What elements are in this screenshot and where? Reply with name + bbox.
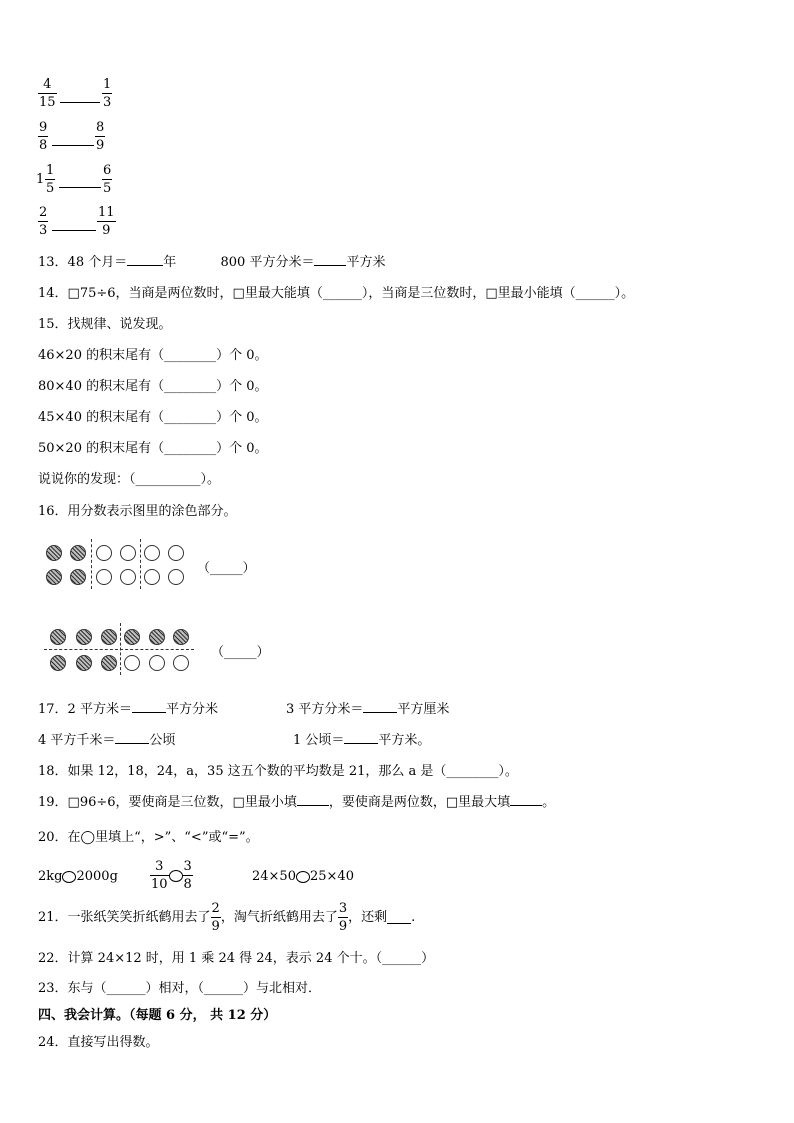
- empty-circle: [173, 655, 189, 671]
- answer-blank[interactable]: [510, 793, 542, 806]
- compare-oval[interactable]: [169, 870, 183, 882]
- shaded-circle: [76, 655, 92, 671]
- question-17-row-2: 4 平方千米＝ 公顷: [38, 733, 176, 748]
- question-15-line: 80×40 的积末尾有（________）个 0。: [38, 379, 268, 394]
- empty-circle: [120, 545, 136, 561]
- question-17-row-1b: 3 平方分米＝ 平方厘米: [286, 702, 450, 717]
- empty-circle: [96, 569, 112, 585]
- question-19: 19．□96÷6，要使商是三位数，□里最小填 ，要使商是两位数，□里最大填 。: [38, 795, 556, 810]
- fraction: $\frac{11}{9}$: [98, 205, 115, 238]
- empty-circle: [168, 569, 184, 585]
- question-20-item-3: 24×50 25×40: [252, 869, 354, 884]
- question-17-row-1: 17．2 平方米＝ 平方分米: [38, 702, 218, 717]
- shaded-circle: [50, 629, 66, 645]
- question-16-answer-2[interactable]: （_____）: [211, 645, 270, 660]
- shaded-circle: [76, 629, 92, 645]
- shaded-circle: [124, 629, 140, 645]
- shaded-circle: [101, 655, 117, 671]
- fraction: $\frac{1}{5}$: [46, 163, 55, 196]
- dashed-divider: [140, 539, 141, 589]
- shaded-circle: [50, 655, 66, 671]
- answer-line[interactable]: [52, 145, 94, 146]
- fraction: $\frac{8}{9}$: [96, 120, 105, 153]
- fraction: $\frac{3}{10}$: [151, 859, 168, 892]
- answer-blank[interactable]: [127, 253, 163, 266]
- fraction: $\frac{2}{9}$: [211, 901, 220, 934]
- empty-circle: [96, 545, 112, 561]
- section-heading: 四、我会计算。（每题 6 分， 共 12 分）: [38, 1008, 277, 1023]
- compare-oval[interactable]: [62, 871, 76, 883]
- answer-blank[interactable]: [297, 793, 329, 806]
- answer-line[interactable]: [52, 230, 96, 231]
- fraction: $\frac{3}{8}$: [183, 859, 192, 892]
- question-16-title: 16．用分数表示图里的涂色部分。: [38, 504, 237, 519]
- answer-blank[interactable]: [132, 700, 166, 713]
- shaded-circle: [149, 629, 165, 645]
- answer-blank[interactable]: [387, 911, 411, 924]
- answer-blank[interactable]: [363, 700, 397, 713]
- fraction: $\frac{1}{3}$: [103, 77, 112, 110]
- shaded-circle: [101, 629, 117, 645]
- fraction: $\frac{9}{8}$: [39, 120, 48, 153]
- shaded-circle: [70, 569, 86, 585]
- question-13: 13．48 个月＝ 年 800 平方分米＝ 平方米: [38, 255, 386, 270]
- answer-blank[interactable]: [115, 731, 149, 744]
- shaded-circle: [173, 629, 189, 645]
- answer-blank[interactable]: [314, 253, 346, 266]
- answer-line[interactable]: [59, 187, 101, 188]
- question-15-line: 45×40 的积末尾有（________）个 0。: [38, 410, 268, 425]
- question-20-item-1: 2kg 2000g: [38, 869, 118, 884]
- dashed-divider: [120, 623, 121, 675]
- empty-circle: [149, 655, 165, 671]
- question-15-line: 说说你的发现：（__________）。: [38, 472, 221, 487]
- question-20-item-2: [150, 858, 193, 893]
- question-20-title: 20．在◯里填上“，>”、“<”或“=”。: [38, 830, 259, 845]
- shaded-circle: [46, 545, 62, 561]
- fraction: $\frac{2}{3}$: [39, 205, 48, 238]
- dashed-divider: [44, 649, 194, 650]
- empty-circle: [168, 545, 184, 561]
- fraction: $\frac{6}{5}$: [103, 163, 112, 196]
- question-15-line: 46×20 的积末尾有（________）个 0。: [38, 348, 268, 363]
- mixed-whole: 1: [36, 172, 45, 187]
- question-15-line: 50×20 的积末尾有（________）个 0。: [38, 441, 268, 456]
- question-23: 23．东与（______）相对，（______）与北相对．: [38, 981, 322, 996]
- empty-circle: [144, 569, 160, 585]
- answer-line[interactable]: [60, 102, 100, 103]
- question-18: 18．如果 12，18，24，a，35 这五个数的平均数是 21，那么 a 是（________）。: [38, 764, 518, 779]
- question-16-answer-1[interactable]: （_____）: [197, 561, 256, 576]
- shaded-circle: [46, 569, 62, 585]
- question-17-row-2b: 1 公顷＝ 平方米。: [293, 733, 431, 748]
- empty-circle: [124, 655, 140, 671]
- question-21: 21．一张纸笑笑折纸鹤用去了 $\frac{2}{9}$ ，淘气折纸鹤用去了 $\frac{3}{9}$ ，还剩 .: [38, 901, 416, 934]
- answer-blank[interactable]: [344, 731, 378, 744]
- question-14: 14．□75÷6，当商是两位数时，□里最大能填（______），当商是三位数时，□里最小能填（______）。: [38, 286, 635, 301]
- question-24: 24．直接写出得数。: [38, 1035, 159, 1050]
- question-15-title: 15．找规律、说发现。: [38, 317, 172, 332]
- compare-oval[interactable]: [296, 871, 310, 883]
- dashed-divider: [91, 539, 92, 589]
- empty-circle: [144, 545, 160, 561]
- question-22: 22．计算 24×12 时，用 1 乘 24 得 24，表示 24 个十。（______）: [38, 951, 435, 966]
- shaded-circle: [70, 545, 86, 561]
- empty-circle: [120, 569, 136, 585]
- fraction: $\frac{4}{15}$: [39, 77, 56, 110]
- fraction: $\frac{3}{9}$: [338, 901, 348, 934]
